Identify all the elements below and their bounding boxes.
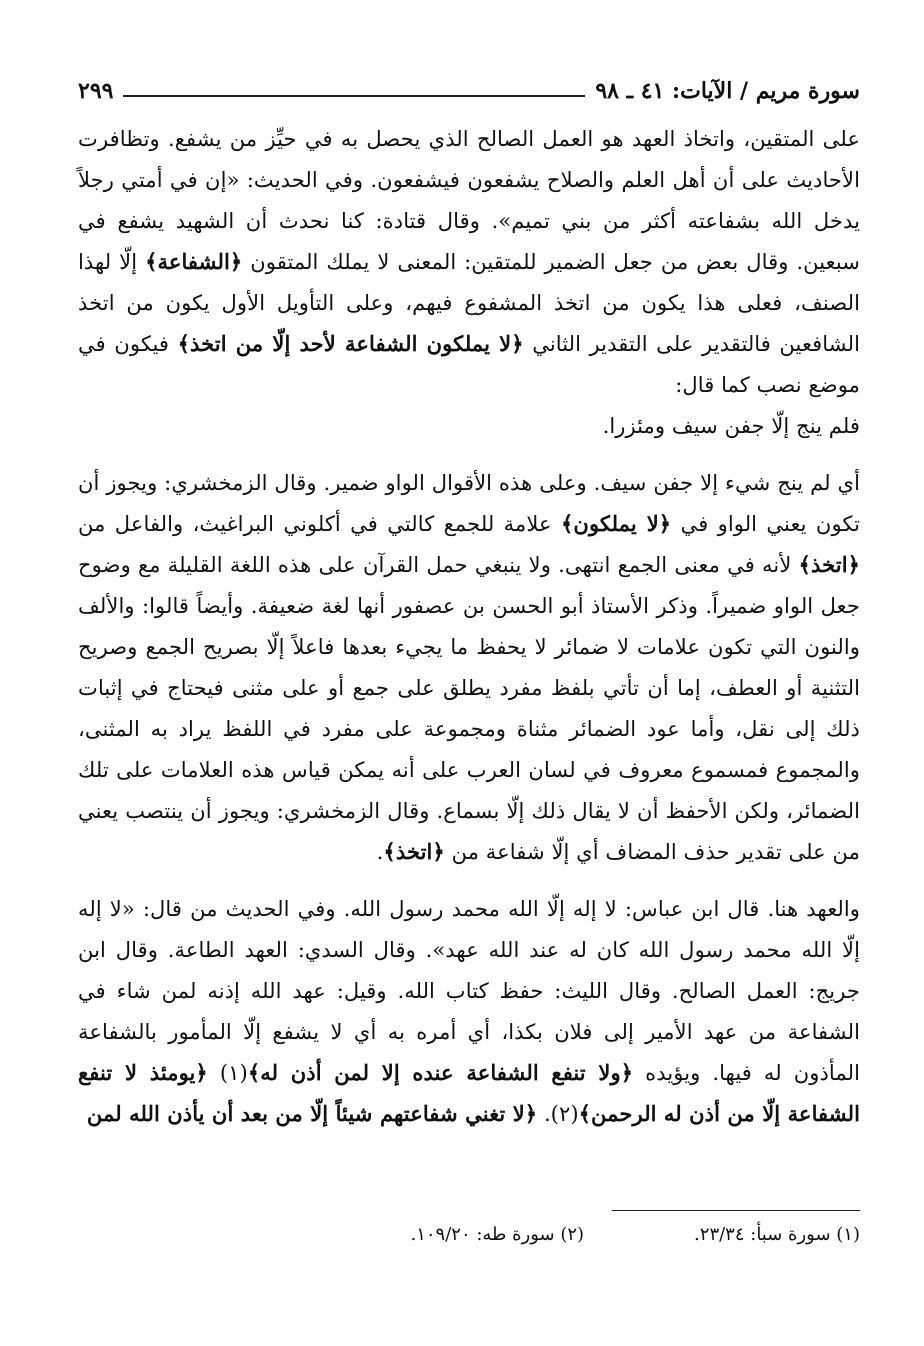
quran-quote: ﴿اتخذ﴾ [798,552,860,577]
footnote-1: (١) سورة سبأ: ٢٣/٣٤. [694,1224,860,1245]
footnote-rule [612,1210,860,1211]
paragraph-gap [78,872,860,888]
footnote-ref: (٢). [537,1101,579,1126]
quran-quote: ﴿الشفاعة﴾ [145,249,243,274]
running-header [78,74,860,108]
quran-quote: ﴿لا يملكون﴾ [560,511,672,536]
text-run: إلّا لهذا الصنف، فعلى هذا يكون من اتخذ المشفوع فيهم، وعلى التأويل الأول يكون من اتخذ الشافعين فالتقدير على التقدير الثاني [78,249,860,356]
poetry-line [78,405,860,446]
quran-quote: ﴿لا يملكون الشفاعة لأحد إلّا من اتخذ﴾ [177,331,524,356]
quran-quote: ﴿يومئذ لا تنفع الشفاعة إلّا من أذن له الرحمن﴾ [78,1060,860,1126]
text-run: فلم ينج إلّا جفن سيف ومئزرا. [602,413,860,438]
paragraph-gap [78,446,860,462]
paragraph-3 [78,462,860,872]
footnotes [78,1224,860,1245]
text-run: على المتقين، واتخاذ العهد هو العمل الصالح الذي يحصل به في حيِّز من يشفع. وتظافرت الأحاديث على أن أهل العلم والصلاح يشفعون فيشفعون. وفي الحديث: «إن في أمتي رجلاً يدخل الله بشفاعته أكثر من بني تميم». وقال قتادة: كنا نحدث أن الشهيد يشفع في سبعين. وقال بعض من جعل الضمير للمتقين: المعنى لا يملك المتقون [78,126,860,274]
paragraph-4 [78,888,860,1134]
quran-quote: ﴿ولا تنفع الشفاعة عنده إلا لمن أذن له﴾ [247,1060,634,1085]
text-run: أي لم ينج شيء إلا جفن سيف. وعلى هذه الأقوال الواو ضمير. وقال الزمخشري: ويجوز أن تكون يعني الواو في [78,470,860,536]
text-run: . [376,839,384,864]
text-run: فيكون في موضع نصب كما قال: [78,331,860,397]
paragraph-1 [78,118,860,405]
page-number: ٢٩٩ [78,78,114,104]
text-run: والعهد هنا. قال ابن عباس: لا إله إلّا الله محمد رسول الله. وفي الحديث من قال: «لا إله إلّا الله محمد رسول الله كان له عند الله عهد». وقال السدي: العهد الطاعة. وقال ابن جريج: العمل الصالح. وقال الليث: حفظ كتاب الله. وقيل: عهد الله إذنه لمن شاء في الشفاعة من عهد الأمير إلى فلان بكذا، أي أمره به أي لا يشفع إلّا المأمور بالشفاعة المأذون له فيها. ويؤيده [78,896,860,1085]
text-run: علامة للجمع كالتي في أكلوني البراغيث، والفاعل من [78,511,561,536]
quran-quote: ﴿اتخذ﴾ [383,839,445,864]
text-run: لأنه في معنى الجمع انتهى. ولا ينبغي حمل القرآن على هذه اللغة القليلة مع وضوح جعل الواو ضميراً. وذكر الأستاذ أبو الحسن بن عصفور أنها لغة ضعيفة. وأيضاً قالوا: والألف والنون التي تكون علامات لا ضمائر لا يحفظ ما يجيء بعدها فاعلاً إلّا بصريح الجمع وصريح التثنية أو العطف، إما أن تأتي بلفظ مفرد يطلق على جمع أو على مثنى فيحتاج في إثبات ذلك إلى نقل، وأما عود الضمائر مثناة ومجموعة على مفرد في اللفظ يراد به المثنى، والمجموع فمسموع معروف في لسان العرب على أنه يمكن قياس هذه العلامات على تلك الضمائر، ولكن الأحفظ أن لا يقال ذلك إلّا بسماع. وقال الزمخشري: ويجوز أن ينتصب يعني من على تقدير حذف المضاف أي إلّا شفاعة من [78,552,860,864]
header-rule [123,95,585,97]
footnote-ref: (١) [207,1060,248,1085]
footnote-2: (٢) سورة طه: ١٠٩/٢٠. [410,1224,585,1245]
quran-quote: ﴿لا تغني شفاعتهم شيئاً إلّا من بعد أن يأذن الله لمن [86,1101,538,1126]
body-text [78,118,860,1134]
surah-title: سورة مريم / الآيات: ٤١ ـ ٩٨ [595,78,860,104]
